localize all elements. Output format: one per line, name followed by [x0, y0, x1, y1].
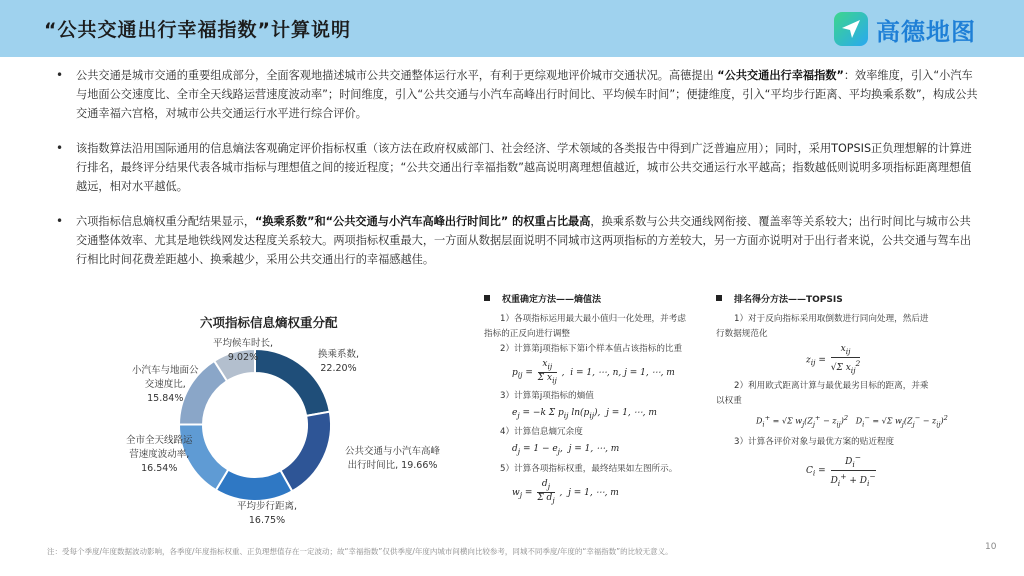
formula-normalize: $z_{ij}$ = $\frac{x_{ij}}{√\Sigma x_{ij}^2}$ — [806, 344, 861, 375]
entropy-method-heading: 权重确定方法——熵值法 — [484, 293, 714, 308]
label-speed-ratio: 小汽车与地面公 交速度比, 15.84% — [132, 365, 199, 404]
topsis-step-3: 3）计算各评价对象与最优方案的贴近程度 — [734, 436, 895, 447]
square-bullet-icon — [716, 295, 722, 301]
topsis-method-heading: 排名得分方法——TOPSIS — [716, 293, 956, 308]
footnote: 注：受每个季度/年度数据波动影响，各季度/年度指标权重、正负理想值存在一定波动；故“幸福指数”仅供季度/年度内城市间横向比较参考，同城不同季度/年度的“幸福指数”的比较无意义。 — [47, 547, 673, 556]
chart-title: 六项指标信息熵权重分配 — [200, 315, 338, 330]
label-walking-distance: 平均步行距离, 16.75% — [237, 501, 298, 526]
bullet-text: ：效率维度，引入“小汽车与地面公交速度比、全市全天线路运营速度波动率”；时间维度，引入“公共交通与小汽车高峰出行时间比、平均候车时间”；便捷维度，引入“平均步行距离、平均换乘系数”，构成公共交通幸福六宫格，对城市公共交通运行水平进行综合评价。 — [76, 69, 978, 120]
navigation-arrow-icon — [834, 12, 868, 46]
bullet-text: 六项指标信息熵权重分配结果显示， — [76, 215, 256, 228]
label-speed-volatility: 全市全天线路运 营速度波动率, 16.54% — [126, 435, 193, 474]
entropy-step-2: 2）计算第j项指标下第i个样本值占该指标的比重 — [500, 344, 683, 354]
amap-logo — [834, 9, 976, 49]
formula-distance: $D_i^+ = √\Sigma$ $w_j(Z_j^+ - z_{ij})^2$ $D_i^- = √\Sigma$ $w_j(Z_j^- - z_{ij})^2$ — [756, 413, 948, 428]
bullet-emphasis: “公共交通出行幸福指数” — [717, 69, 844, 82]
topsis-step-2: 2）利用欧式距离计算与最优最劣目标的距离，并乘 — [734, 380, 929, 391]
entropy-step-1: 1）各项指标运用最大最小值归一化处理，并考虑 — [500, 314, 686, 324]
entropy-method-panel — [484, 293, 714, 509]
bullet-text: ，换乘系数与公共交通线网衔接、覆盖率等关系较大；出行时间比与城市公共交通整体效率、尤其是地铁线网发达程度关系较大。两项指标权重最大，一方面从数据层面说明不同城市这两项指标的方差较大，另一方面亦说明对于出行者来说，公共交通与驾车出行相比时间花费差距越小、换乘越少，采用公共交通出行的幸福感越佳。 — [76, 215, 972, 266]
page-title: “公共交通出行幸福指数”计算说明 — [44, 19, 351, 41]
bullet-text: 公共交通是城市交通的重要组成部分，全面客观地描述城市公共交通整体运行水平，有利于更综观地评价城市交通状况。高德提出 — [76, 69, 718, 82]
logo-text: 高德地图 — [876, 17, 976, 46]
donut-slice-2 — [216, 470, 292, 501]
bullet-text: 该指数算法沿用国际通用的信息熵法客观确定评价指标权重（该方法在政府权威部门、社会经济、学术领域的各类报告中得到广泛普遍应用）；同时，采用TOPSIS正负理想解的计算进行排名，最终评分结果代表各城市指标与理想值之间的接近程度；“公共交通出行幸福指数”越高说明离理想值越近，城市公共交通运行水平越高；指数越低则说明多项指标距离理想值越远，相对水平越低。 — [76, 142, 972, 193]
bullet-weights — [54, 212, 978, 269]
label-waiting-time: 平均候车时长, 9.02% — [213, 338, 274, 363]
square-bullet-icon — [484, 295, 490, 301]
formula-closeness: $C_i$ = $\frac{D_i^-}{D_i^+ + D_i^-}$ — [806, 452, 876, 488]
label-transfer-coefficient: 换乘系数, 22.20% — [318, 349, 360, 374]
topsis-method-panel — [716, 293, 956, 491]
topsis-step-1-cont: 行数据规范化 — [716, 329, 768, 339]
topsis-step-2-cont: 以权重 — [716, 395, 742, 406]
label-travel-time-ratio: 公共交通与小汽车高峰 出行时间比, 19.66% — [345, 446, 441, 471]
bullet-list — [54, 66, 978, 285]
entropy-step-1-cont: 指标的正反向进行调整 — [484, 329, 570, 339]
entropy-step-5: 5）计算各项指标权重，最终结果如左图所示。 — [500, 464, 678, 475]
page-number: 10 — [985, 542, 997, 552]
bullet-emphasis: “换乘系数”和“公共交通与小汽车高峰出行时间比” 的权重占比最高 — [255, 215, 591, 228]
formula-proportion: $p_{ij}$ = $\frac{x_{ij}}{\Sigma x_{ij}}$ , i = 1, ⋯, n, j = 1, ⋯, m — [512, 359, 675, 385]
entropy-step-4: 4）计算信息熵冗余度 — [500, 427, 583, 438]
bullet-algorithm — [54, 139, 978, 196]
header-bar — [0, 0, 1024, 57]
formula-entropy: $e_j = -k$ Σ $p_{ij}$ $\ln(p_{ij})$, j = 1, ⋯, m — [512, 407, 657, 420]
formula-redundancy: $d_j = 1 - e_j$, j = 1, ⋯, m — [512, 444, 620, 457]
topsis-step-1: 1）对于反向指标采用取倒数进行同向处理，然后进 — [734, 314, 929, 324]
formula-weight: $w_j$ = $\frac{d_j}{\Sigma d_j}$ , j = 1, ⋯, m — [512, 479, 619, 505]
donut-slice-1 — [280, 412, 331, 492]
bullet-intro — [54, 66, 978, 123]
entropy-step-3: 3）计算第j项指标的熵值 — [500, 390, 594, 401]
